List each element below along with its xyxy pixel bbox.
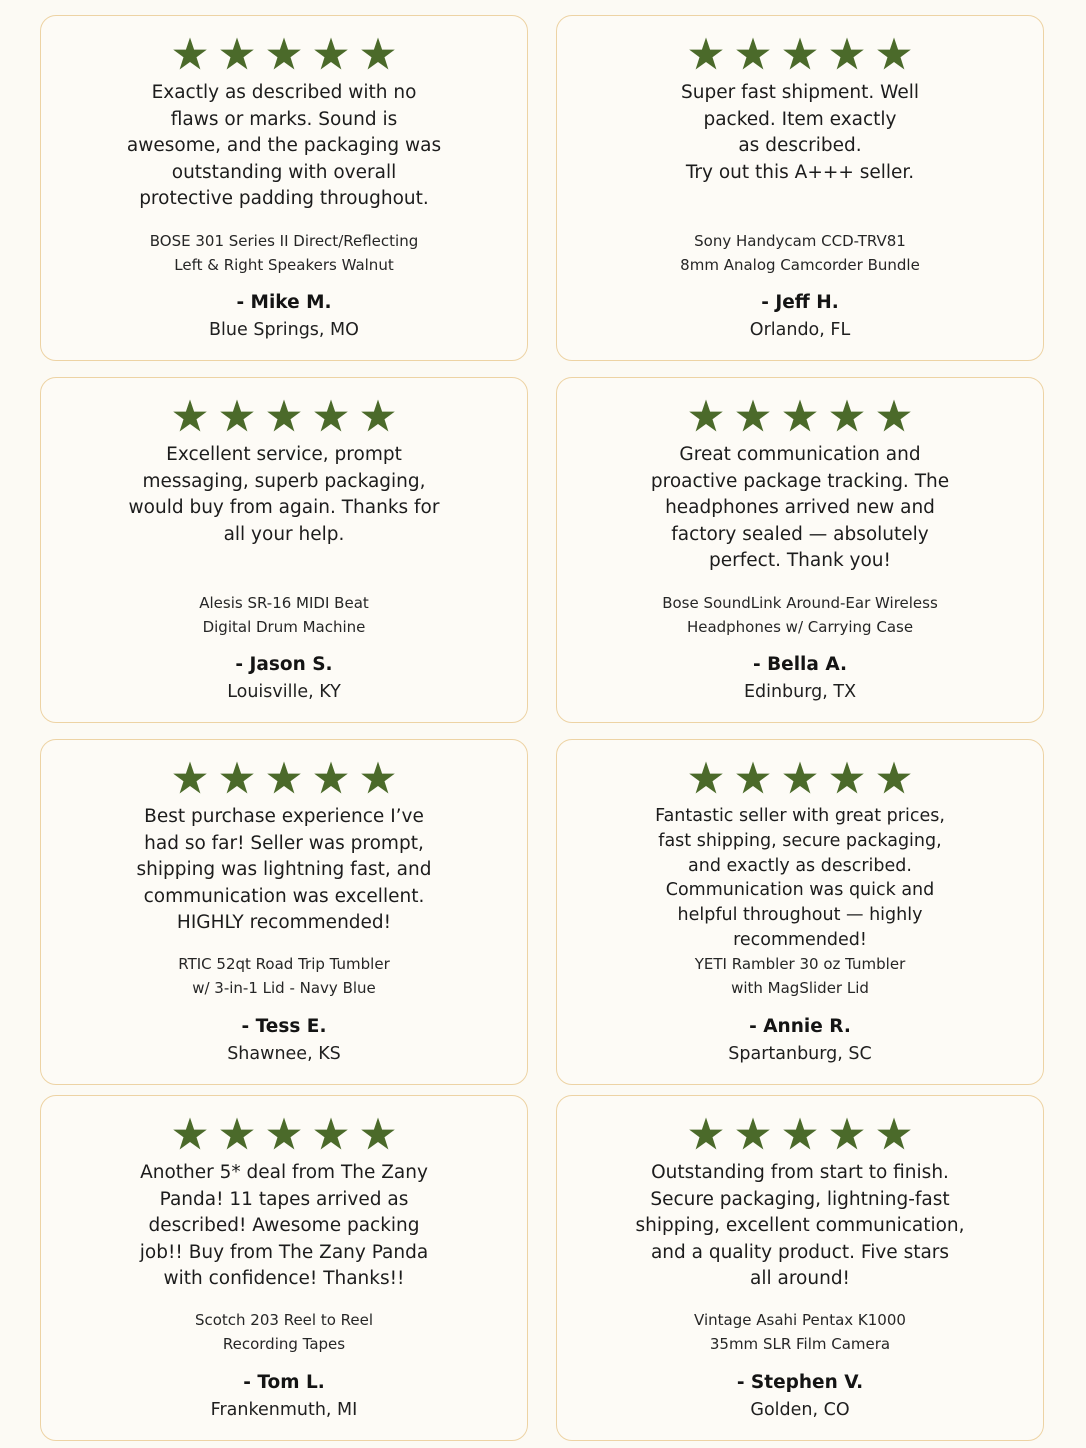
reviewer-location: Edinburg, TX	[743, 682, 857, 702]
review-card	[40, 739, 528, 1085]
star-rating	[557, 36, 1043, 72]
review-text: Another 5* deal from The Zany Panda! 11 tapes arrived as described! Awesome packing job!! Buy from The Zany Panda with confidence! Thanks!!	[139, 1162, 429, 1289]
star-icon	[688, 760, 724, 796]
product-name: BOSE 301 Series II Direct/Reflecting Left & Right Speakers Walnut	[149, 232, 419, 274]
star-icon	[782, 36, 818, 72]
star-icon	[219, 1116, 255, 1152]
star-rating	[41, 398, 527, 434]
product-name: YETI Rambler 30 oz Tumbler with MagSlider Lid	[694, 955, 906, 997]
star-icon	[313, 1116, 349, 1152]
review-card	[556, 377, 1044, 723]
reviewer-name: - Bella A.	[752, 654, 848, 675]
star-icon	[360, 36, 396, 72]
star-rating	[557, 760, 1043, 796]
product-name: Bose SoundLink Around-Ear Wireless Headphones w/ Carrying Case	[662, 594, 938, 636]
reviewer-location: Shawnee, KS	[227, 1044, 341, 1064]
star-icon	[782, 398, 818, 434]
reviewer-location: Louisville, KY	[227, 682, 341, 702]
star-icon	[829, 398, 865, 434]
review-text: Outstanding from start to finish. Secure packaging, lightning-fast shipping, excellent communication, and a quality product. Five stars all around!	[635, 1162, 965, 1289]
star-rating	[557, 1116, 1043, 1152]
star-icon	[688, 36, 724, 72]
review-card	[556, 1095, 1044, 1441]
star-icon	[219, 760, 255, 796]
star-icon	[313, 36, 349, 72]
review-card	[40, 1095, 528, 1441]
star-icon	[266, 36, 302, 72]
star-icon	[688, 1116, 724, 1152]
star-icon	[266, 398, 302, 434]
star-icon	[172, 1116, 208, 1152]
star-icon	[735, 1116, 771, 1152]
star-icon	[360, 1116, 396, 1152]
reviewer-name: - Stephen V.	[736, 1372, 864, 1393]
reviewer-location: Blue Springs, MO	[209, 320, 359, 340]
star-icon	[172, 398, 208, 434]
review-card	[556, 15, 1044, 361]
review-text: Best purchase experience I’ve had so far! Seller was prompt, shipping was lightning fast, and communication was excellent. HIGHLY recommended!	[136, 806, 432, 933]
reviewer-name: - Mike M.	[236, 292, 332, 313]
reviewer-name: - Jason S.	[235, 654, 333, 675]
reviewer-name: - Tom L.	[243, 1372, 325, 1393]
star-rating	[41, 760, 527, 796]
reviewer-name: - Tess E.	[241, 1016, 327, 1037]
star-rating	[557, 398, 1043, 434]
reviewer-location: Golden, CO	[750, 1400, 850, 1420]
star-icon	[735, 36, 771, 72]
star-icon	[829, 760, 865, 796]
star-icon	[876, 36, 912, 72]
star-rating	[41, 36, 527, 72]
reviewer-location: Frankenmuth, MI	[210, 1400, 358, 1420]
review-text: Great communication and proactive package tracking. The headphones arrived new and factory sealed — absolutely perfect. Thank you!	[650, 444, 950, 571]
star-icon	[219, 398, 255, 434]
star-icon	[266, 1116, 302, 1152]
reviewer-name: - Annie R.	[749, 1016, 851, 1037]
star-icon	[219, 36, 255, 72]
star-icon	[876, 398, 912, 434]
star-icon	[735, 760, 771, 796]
star-icon	[313, 398, 349, 434]
star-icon	[876, 1116, 912, 1152]
product-name: Vintage Asahi Pentax K1000 35mm SLR Film Camera	[694, 1311, 906, 1353]
reviewer-location: Orlando, FL	[749, 320, 851, 340]
star-icon	[829, 36, 865, 72]
review-text: Exactly as described with no flaws or marks. Sound is awesome, and the packaging was outstanding with overall protective padding throughout.	[126, 82, 442, 209]
reviewer-name: - Jeff H.	[761, 292, 839, 313]
review-card	[40, 377, 528, 723]
star-icon	[735, 398, 771, 434]
star-icon	[829, 1116, 865, 1152]
star-icon	[782, 1116, 818, 1152]
star-icon	[360, 398, 396, 434]
star-icon	[360, 760, 396, 796]
star-icon	[782, 760, 818, 796]
product-name: Scotch 203 Reel to Reel Recording Tapes	[194, 1311, 374, 1353]
reviewer-location: Spartanburg, SC	[728, 1044, 872, 1064]
star-icon	[688, 398, 724, 434]
star-icon	[313, 760, 349, 796]
product-name: Sony Handycam CCD-TRV81 8mm Analog Camcorder Bundle	[680, 232, 920, 274]
review-card	[40, 15, 528, 361]
star-rating	[41, 1116, 527, 1152]
review-text: Excellent service, prompt messaging, superb packaging, would buy from again. Thanks for all your help.	[128, 444, 440, 545]
review-card	[556, 739, 1044, 1085]
product-name: Alesis SR-16 MIDI Beat Digital Drum Machine	[199, 594, 369, 636]
star-icon	[172, 36, 208, 72]
star-icon	[266, 760, 302, 796]
review-text: Super fast shipment. Well packed. Item exactly as described. Try out this A+++ seller.	[681, 82, 919, 183]
review-text: Fantastic seller with great prices, fast shipping, secure packaging, and exactly as described. Communication was quick and helpful throughout — highly recommended!	[655, 806, 945, 950]
star-icon	[172, 760, 208, 796]
product-name: RTIC 52qt Road Trip Tumbler w/ 3-in-1 Lid - Navy Blue	[178, 955, 390, 997]
star-icon	[876, 760, 912, 796]
